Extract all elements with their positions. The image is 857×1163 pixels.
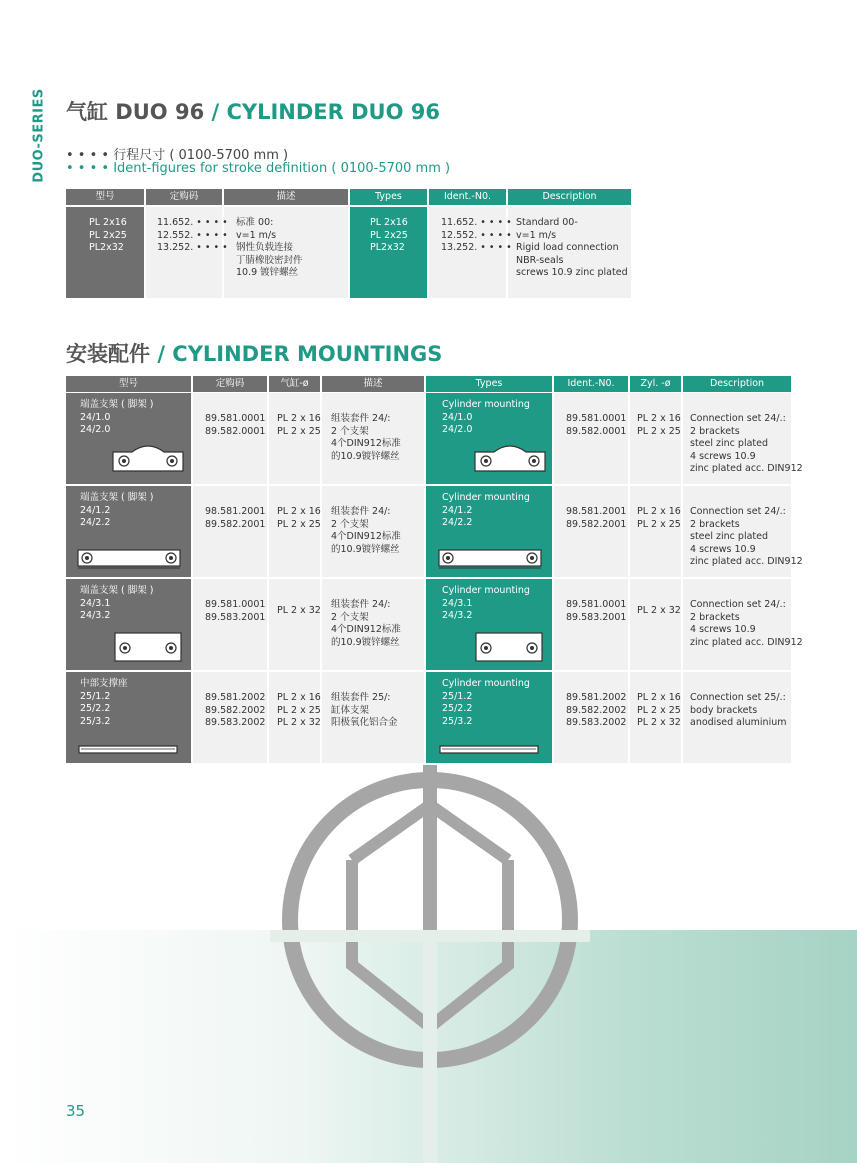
row2-ident: 98.581.2001 89.582.2001 (566, 506, 627, 530)
row4-desc-en: Connection set 25/.: body brackets anodised aluminium (690, 692, 787, 728)
header-types: Types (350, 189, 427, 205)
row1-zyl: PL 2 x 16 PL 2 x 25 (637, 413, 681, 437)
stroke-bullet-cn: • • • • 行程尺寸 ( 0100-5700 mm ) (66, 148, 289, 163)
row1-desc-en: Connection set 24/.: 2 brackets steel zinc plated 4 screws 10.9 zinc plated acc. DIN912 (690, 413, 803, 474)
row1-desc-cn: 组装套件 24/: 2 个支架 4个DIN912标准 的10.9镀锌螺丝 (331, 413, 401, 462)
row2-ident-bg (554, 486, 628, 577)
row2-cyl-bg (269, 486, 320, 577)
row3-desc-cn: 组装套件 24/: 2 个支架 4个DIN912标准 的10.9镀锌螺丝 (331, 599, 401, 648)
header-ident-no: Ident.-N0. (429, 189, 506, 205)
cell-model: PL 2x16 PL 2x25 PL2x32 (89, 217, 127, 253)
header2-types: Types (426, 376, 552, 392)
row4-types: Cylinder mounting 25/1.2 25/2.2 25/3.2 (442, 678, 530, 727)
row2-desc-cn: 组装套件 24/: 2 个支架 4个DIN912标准 的10.9镀锌螺丝 (331, 506, 401, 555)
row2-zyl-bg (630, 486, 681, 577)
cell-types: PL 2x16 PL 2x25 PL2x32 (370, 217, 408, 253)
row3-ident-bg (554, 579, 628, 670)
row2-code-bg (193, 486, 267, 577)
row3-cyl-bg (269, 579, 320, 670)
header2-order-code-cn: 定购码 (193, 376, 267, 392)
section-title-cn: 安装配件 (66, 342, 150, 366)
row3-zyl: PL 2 x 32 (637, 605, 681, 616)
row2-zyl: PL 2 x 16 PL 2 x 25 (637, 506, 681, 530)
flat-bracket-drawing-icon (438, 548, 542, 570)
row2-model: 端盖支架 ( 脚架 ) 24/1.2 24/2.2 (80, 492, 154, 528)
series-side-label (20, 88, 47, 183)
row2-desc-en: Connection set 24/.: 2 brackets steel zinc plated 4 screws 10.9 zinc plated acc. DIN912 (690, 506, 803, 567)
series-side-label-text: DUO-SERIES (31, 88, 47, 183)
bracket-drawing-icon (474, 444, 546, 472)
row2-code: 98.581.2001 89.582.2001 (205, 506, 266, 530)
row3-desc-en: Connection set 24/.: 2 brackets 4 screws 10.9 zinc plated acc. DIN912 (690, 599, 803, 648)
row1-code: 89.581.0001 89.582.0001 (205, 413, 266, 437)
row1-code-bg (193, 393, 267, 484)
row4-model: 中部支撑座 25/1.2 25/2.2 25/3.2 (80, 678, 128, 727)
page-number: 35 (66, 1102, 86, 1120)
row4-zyl: PL 2 x 16 PL 2 x 25 PL 2 x 32 (637, 692, 681, 728)
center-support-drawing-icon (78, 743, 178, 755)
row3-ident: 89.581.0001 89.583.2001 (566, 599, 627, 623)
row1-ident: 89.581.0001 89.582.0001 (566, 413, 627, 437)
page-title-en: / CYLINDER DUO 96 (211, 100, 440, 124)
row3-zyl-bg (630, 579, 681, 670)
page-title-cn: 气缸 DUO 96 (66, 100, 205, 124)
row1-zyl-bg (630, 393, 681, 484)
cell-desc-en: Standard 00- v=1 m/s Rigid load connection NBR-seals screws 10.9 zinc plated (516, 217, 628, 278)
header2-zyl-dia: Zyl. -ø (630, 376, 681, 392)
row1-cyl-bg (269, 393, 320, 484)
header-model-cn: 型号 (66, 189, 144, 205)
flat-bracket-drawing-icon (77, 548, 181, 570)
row1-ident-bg (554, 393, 628, 484)
row2-types: Cylinder mounting 24/1.2 24/2.2 (442, 492, 530, 528)
row3-model: 端盖支架 ( 脚架 ) 24/3.1 24/3.2 (80, 585, 154, 621)
row1-cyl: PL 2 x 16 PL 2 x 25 (277, 413, 321, 437)
row3-types: Cylinder mounting 24/3.1 24/3.2 (442, 585, 530, 621)
block-bracket-drawing-icon (114, 632, 182, 662)
stroke-bullet-en: • • • • Ident-figures for stroke definition ( 0100-5700 mm ) (66, 161, 451, 176)
row4-cyl: PL 2 x 16 PL 2 x 25 PL 2 x 32 (277, 692, 321, 728)
header2-desc-cn: 描述 (322, 376, 424, 392)
section-title-en: / CYLINDER MOUNTINGS (157, 342, 443, 366)
header2-model-cn: 型号 (66, 376, 191, 392)
row1-model: 端盖支架 ( 脚架 ) 24/1.0 24/2.0 (80, 399, 154, 435)
bracket-drawing-icon (112, 444, 184, 472)
header2-ident-no: Ident.-N0. (554, 376, 628, 392)
row3-code: 89.581.0001 89.583.2001 (205, 599, 266, 623)
header2-description: Description (683, 376, 791, 392)
row1-types: Cylinder mounting 24/1.0 24/2.0 (442, 399, 530, 435)
cell-ident: 11.652. • • • • 12.552. • • • • 13.252. • • • • (441, 217, 512, 253)
header-desc-cn: 描述 (224, 189, 348, 205)
row4-code: 89.581.2002 89.582.2002 89.583.2002 (205, 692, 266, 728)
row3-cyl: PL 2 x 32 (277, 605, 321, 616)
watermark-logo-icon (270, 765, 590, 1163)
row2-cyl: PL 2 x 16 PL 2 x 25 (277, 506, 321, 530)
header-order-code-cn: 定购码 (146, 189, 222, 205)
row4-ident: 89.581.2002 89.582.2002 89.583.2002 (566, 692, 627, 728)
header-description: Description (508, 189, 631, 205)
header2-cyl-dia-cn: 气缸-ø (269, 376, 320, 392)
row3-code-bg (193, 579, 267, 670)
center-support-drawing-icon (439, 743, 539, 755)
page-title (66, 96, 440, 126)
section-title-mountings (66, 338, 442, 368)
cell-desc-cn: 标准 00: v=1 m/s 钢性负载连接 丁腈橡胶密封件 10.9 镀锌螺丝 (236, 217, 303, 278)
row4-desc-cn: 组装套件 25/: 缸体支架 阳极氧化铝合金 (331, 692, 398, 728)
block-bracket-drawing-icon (475, 632, 543, 662)
cell-order-code: 11.652. • • • • 12.552. • • • • 13.252. • • • • (157, 217, 228, 253)
